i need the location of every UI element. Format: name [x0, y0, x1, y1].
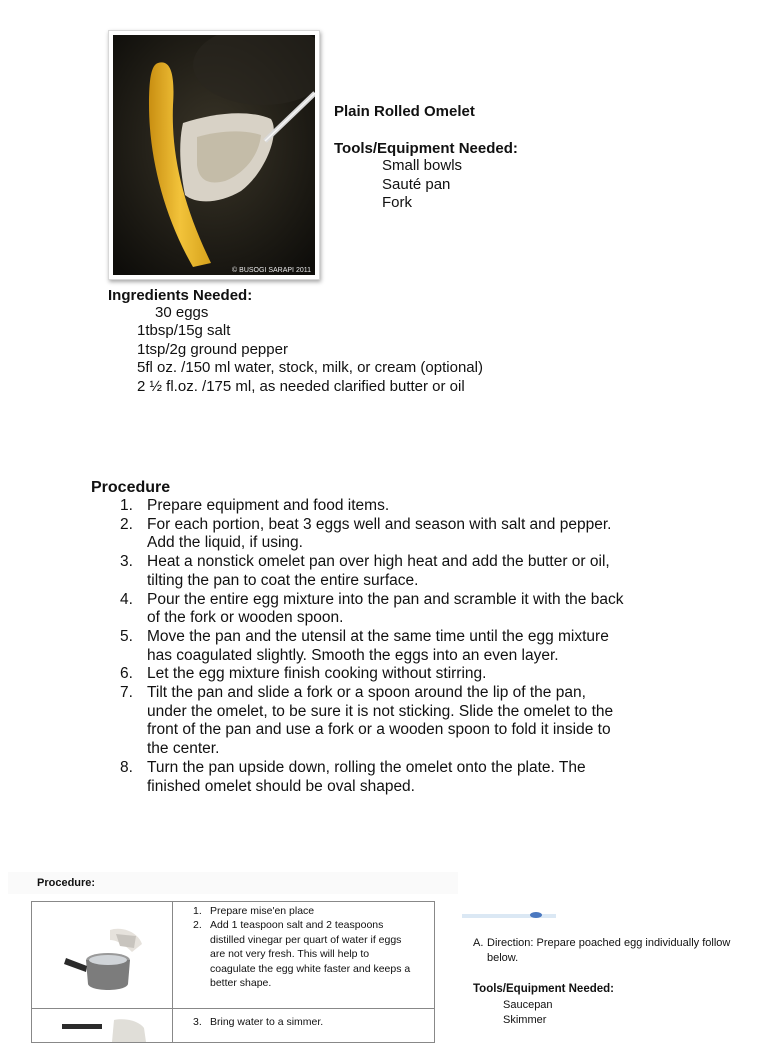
ingredient-item: 1tsp/2g ground pepper [137, 341, 288, 358]
step-line: under the omelet, to be sure it is not sticking. Slide the omelet to the [147, 702, 614, 720]
poached-step-3 [193, 1016, 323, 1028]
photo-credit: © BUSOGI SARAPI 2011 [232, 267, 311, 274]
direction-line: below. [487, 952, 519, 964]
step-number: 1. [120, 497, 133, 514]
step-text [147, 684, 720, 759]
step-line: of the fork or wooden spoon. [147, 609, 344, 627]
step-number: 6. [120, 665, 133, 683]
omelet-photo [108, 30, 320, 280]
step-line: Prepare equipment and food items. [147, 497, 390, 514]
step-line: Let the egg mixture finish cooking without stirring. [147, 665, 487, 683]
step-line: Prepare mise'en place [210, 905, 315, 917]
step-line: Pour the entire egg mixture into the pan and scramble it with the back [147, 590, 624, 608]
step-number: 8. [120, 758, 133, 776]
step-number: 5. [120, 627, 133, 645]
step-text [147, 628, 720, 665]
procedure-step [120, 684, 720, 759]
step-number: 2. [193, 919, 202, 932]
step-line: distilled vinegar per quart of water if eggs [210, 933, 402, 946]
tool-item: Fork [382, 194, 412, 211]
step-line: coagulate the egg white faster and keeps a [210, 962, 411, 975]
procedure-step [120, 497, 720, 516]
step-line: better shape. [210, 977, 272, 990]
table-divider [172, 902, 173, 1042]
step-text [147, 665, 720, 684]
step-line: Heat a nonstick omelet pan over high heat and add the butter or oil, [147, 553, 610, 571]
tools-list [382, 157, 462, 213]
poached-steps [193, 904, 429, 990]
step-text [147, 553, 720, 590]
step-line: For each portion, beat 3 eggs well and season with salt and pepper. [147, 515, 612, 533]
step-line: Add 1 teaspoon salt and 2 teaspoons [210, 919, 384, 932]
procedure-step [120, 516, 720, 553]
table-divider [32, 1008, 434, 1009]
poached-tools-heading: Tools/Equipment Needed: [473, 983, 614, 995]
step-number: 7. [120, 684, 133, 702]
procedure-step [120, 628, 720, 665]
step-text [147, 759, 720, 796]
direction-line: Direction: Prepare poached egg individually follow [487, 937, 731, 949]
step-line: front of the pan and use a fork or a wooden spoon to fold it inside to [147, 721, 611, 739]
poached-step [193, 918, 429, 990]
poached-procedure-heading: Procedure: [37, 877, 96, 889]
tool-item: Saucepan [503, 999, 553, 1011]
step-line: tilting the pan to coat the entire surface. [147, 571, 419, 589]
step-number: 3. [120, 553, 133, 571]
step-number: 3. [193, 1016, 202, 1028]
tool-item: Small bowls [382, 157, 463, 174]
ingredient-item: 1tbsp/15g salt [137, 322, 231, 339]
step-number: 4. [120, 590, 133, 608]
step-line: has coagulated slightly. Smooth the eggs into an even layer. [147, 646, 559, 664]
blue-graphic-fragment [462, 912, 562, 926]
step-number: 1. [193, 905, 202, 917]
tool-item: Sauté pan [382, 175, 451, 193]
step-line: Move the pan and the utensil at the same time until the egg mixture [147, 627, 609, 645]
step-line: Tilt the pan and slide a fork or a spoon around the lip of the pan, [147, 684, 586, 702]
procedure-step [120, 665, 720, 684]
ingredient-item: 30 eggs [155, 304, 209, 321]
saucepan-photo [62, 1018, 152, 1042]
omelet-photo-image [113, 35, 315, 275]
poached-procedure-table [31, 901, 435, 1043]
ingredients-heading: Ingredients Needed: [108, 287, 253, 304]
direction-label: A. [473, 937, 484, 949]
ingredient-item: 5fl oz. /150 ml water, stock, milk, or cream (optional) [137, 359, 483, 376]
procedure-step [120, 759, 720, 796]
measuring-cup-photo [60, 926, 144, 996]
step-line: are not very fresh. This will help to [210, 948, 370, 961]
procedure-heading: Procedure [91, 479, 171, 496]
step-text: Bring water to a simmer. [210, 1016, 324, 1028]
procedure-step [120, 553, 720, 590]
poached-step [193, 904, 429, 918]
step-text [210, 918, 410, 990]
step-text [210, 904, 314, 918]
step-line: finished omelet should be oval shaped. [147, 777, 415, 795]
procedure-steps [120, 497, 720, 796]
poached-direction [473, 936, 737, 966]
step-text [147, 516, 720, 553]
recipe-title: Plain Rolled Omelet [334, 103, 475, 120]
tool-item: Skimmer [503, 1014, 547, 1026]
step-line: the center. [147, 740, 220, 758]
step-text [147, 497, 720, 516]
step-number: 2. [120, 515, 133, 533]
tools-heading: Tools/Equipment Needed: [334, 140, 518, 157]
step-text [147, 591, 720, 628]
ingredient-item: 2 ½ fl.oz. /175 ml, as needed clarified butter or oil [137, 378, 465, 395]
step-line: Turn the pan upside down, rolling the omelet onto the plate. The [147, 758, 586, 776]
procedure-step [120, 591, 720, 628]
step-line: Add the liquid, if using. [147, 534, 303, 552]
